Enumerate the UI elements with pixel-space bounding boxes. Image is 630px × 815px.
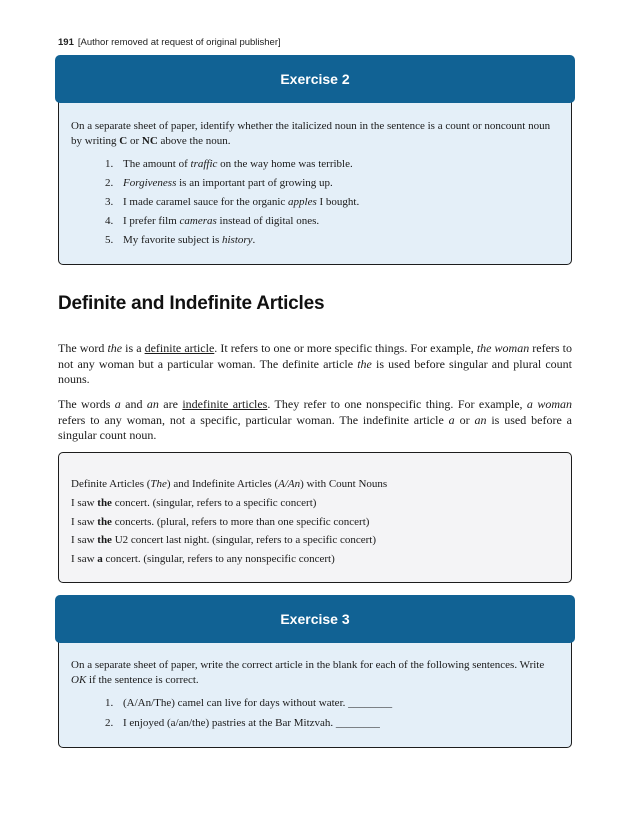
exercise-2-instructions: On a separate sheet of paper, identify whether the italicized noun in the sentence is a count or noncount noun by writing C or NC above the noun. <box>71 120 551 147</box>
page-number: 191 <box>58 37 74 48</box>
exercise-3-box <box>58 598 572 748</box>
exercise-2-box <box>58 58 572 265</box>
exercise-3-title: Exercise 3 <box>55 595 575 643</box>
list-item: 1. (A/An/The) camel can live for days without water. ________ <box>105 697 393 709</box>
exercise-2-list <box>71 157 557 248</box>
list-item: 1. The amount of traffic on the way home was terrible. <box>105 158 353 170</box>
paragraph-indefinite: The words a and an are indefinite articles. They refer to one nonspecific thing. For example, a woman refers to any woman, not a specific, particular woman. The indefinite article a or an is used before a singular count noun. <box>58 397 572 442</box>
example-title: Definite Articles (The) and Indefinite Articles (A/An) with Count Nouns <box>71 478 388 490</box>
exercise-2-title: Exercise 2 <box>55 55 575 103</box>
list-item: 4. I prefer film cameras instead of digital ones. <box>105 215 320 227</box>
example-line: I saw a concert. (singular, refers to any nonspecific concert) <box>71 553 335 565</box>
section-title: Definite and Indefinite Articles <box>58 293 325 314</box>
example-line: I saw the concerts. (plural, refers to more than one specific concert) <box>71 516 370 528</box>
example-box <box>58 452 572 583</box>
exercise-2-body <box>71 119 557 248</box>
header-text: [Author removed at request of original publisher] <box>77 37 281 48</box>
definite-article-link[interactable]: definite article <box>144 341 215 355</box>
list-item: 2. I enjoyed (a/an/the) pastries at the Bar Mitzvah. ________ <box>105 716 380 729</box>
exercise-3-body <box>71 658 557 730</box>
running-header <box>58 37 281 48</box>
indefinite-articles-link[interactable]: indefinite articles <box>182 397 268 411</box>
list-item: 3. I made caramel sauce for the organic apples I bought. <box>105 196 360 208</box>
list-item: 2. Forgiveness is an important part of growing up. <box>105 177 333 189</box>
example-line: I saw the U2 concert last night. (singular, refers to a specific concert) <box>71 534 377 546</box>
exercise-3-instructions: On a separate sheet of paper, write the correct article in the blank for each of the following sentences. Write OK if the sentence is correct. <box>71 659 545 686</box>
exercise-3-list <box>71 696 557 730</box>
list-item: 5. My favorite subject is history. <box>105 234 256 246</box>
example-line: I saw the concert. (singular, refers to a specific concert) <box>71 497 317 509</box>
paragraph-definite: The word the is a definite article. It refers to one or more specific things. For example, the woman refers to not any woman but a particular woman. The definite article the is used before singular and plural count nouns. <box>58 341 573 386</box>
